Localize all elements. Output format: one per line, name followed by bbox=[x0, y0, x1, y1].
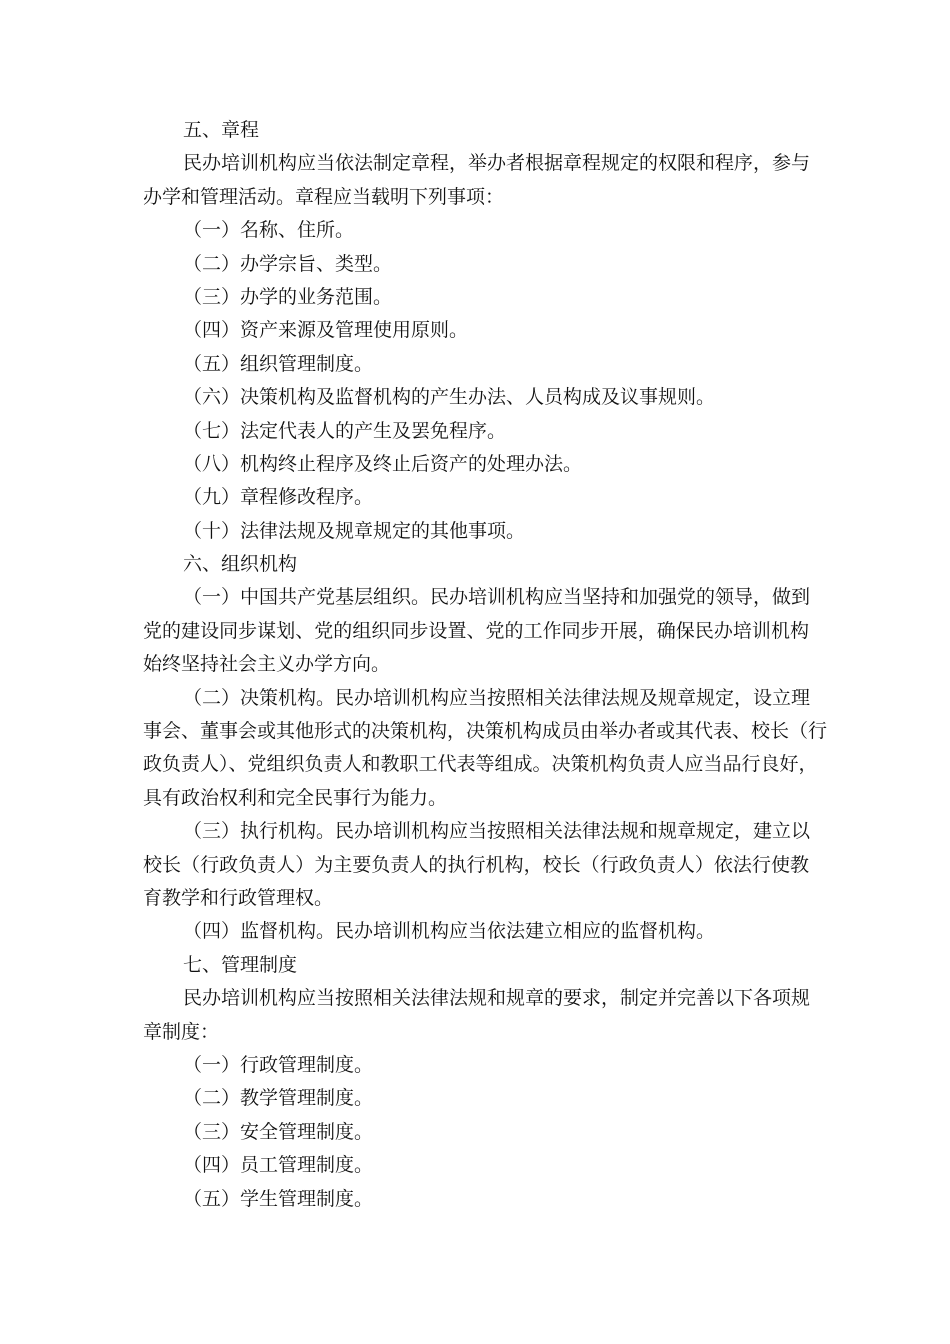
list-item: （二）教学管理制度。 bbox=[183, 1087, 374, 1110]
list-item: （三）办学的业务范围。 bbox=[183, 285, 393, 308]
paragraph-line: 始终坚持社会主义办学方向。 bbox=[143, 653, 391, 676]
list-item: （十）法律法规及规章规定的其他事项。 bbox=[183, 519, 526, 542]
section-heading-charter: 五、章程 bbox=[183, 119, 260, 141]
paragraph-line: （四）监督机构。民办培训机构应当依法建立相应的监督机构。 bbox=[183, 920, 716, 943]
list-item: （八）机构终止程序及终止后资产的处理办法。 bbox=[183, 452, 583, 475]
paragraph-line: 政负责人）、党组织负责人和教职工代表等组成。决策机构负责人应当品行良好， bbox=[143, 753, 818, 776]
paragraph-line: 办学和管理活动。章程应当载明下列事项： bbox=[143, 185, 505, 208]
paragraph-line: 校长（行政负责人）为主要负责人的执行机构，校长（行政负责人）依法行使教 bbox=[143, 853, 809, 876]
list-item: （二）办学宗旨、类型。 bbox=[183, 252, 393, 275]
paragraph-line: （三）执行机构。民办培训机构应当按照相关法律法规和规章规定，建立以 bbox=[183, 820, 811, 843]
list-item: （六）决策机构及监督机构的产生办法、人员构成及议事规则。 bbox=[183, 386, 716, 409]
paragraph-line: 民办培训机构应当依法制定章程，举办者根据章程规定的权限和程序，参与 bbox=[183, 152, 811, 175]
list-item: （七）法定代表人的产生及罢免程序。 bbox=[183, 419, 507, 442]
list-item: （五）组织管理制度。 bbox=[183, 352, 374, 375]
list-item: （一）名称、住所。 bbox=[183, 219, 355, 242]
paragraph-line: 育教学和行政管理权。 bbox=[143, 886, 334, 909]
paragraph-line: （二）决策机构。民办培训机构应当按照相关法律法规及规章规定，设立理 bbox=[183, 686, 811, 709]
list-item: （四）员工管理制度。 bbox=[183, 1154, 374, 1177]
list-item: （一）行政管理制度。 bbox=[183, 1053, 374, 1076]
paragraph-line: 民办培训机构应当按照相关法律法规和规章的要求，制定并完善以下各项规 bbox=[183, 987, 811, 1010]
paragraph-line: （一）中国共产党基层组织。民办培训机构应当坚持和加强党的领导，做到 bbox=[183, 586, 811, 609]
list-item: （五）学生管理制度。 bbox=[183, 1187, 374, 1210]
section-heading-management: 七、管理制度 bbox=[183, 953, 298, 976]
list-item: （三）安全管理制度。 bbox=[183, 1120, 374, 1143]
paragraph-line: 党的建设同步谋划、党的组织同步设置、党的工作同步开展，确保民办培训机构 bbox=[143, 619, 809, 642]
paragraph-line: 事会、董事会或其他形式的决策机构，决策机构成员由举办者或其代表、校长（行 bbox=[143, 720, 828, 743]
paragraph-line: 具有政治权利和完全民事行为能力。 bbox=[143, 786, 448, 809]
document-page bbox=[143, 114, 828, 1216]
list-item: （九）章程修改程序。 bbox=[183, 486, 374, 509]
paragraph-line: 章制度： bbox=[143, 1020, 220, 1043]
section-heading-organization: 六、组织机构 bbox=[183, 553, 298, 576]
list-item: （四）资产来源及管理使用原则。 bbox=[183, 319, 469, 342]
